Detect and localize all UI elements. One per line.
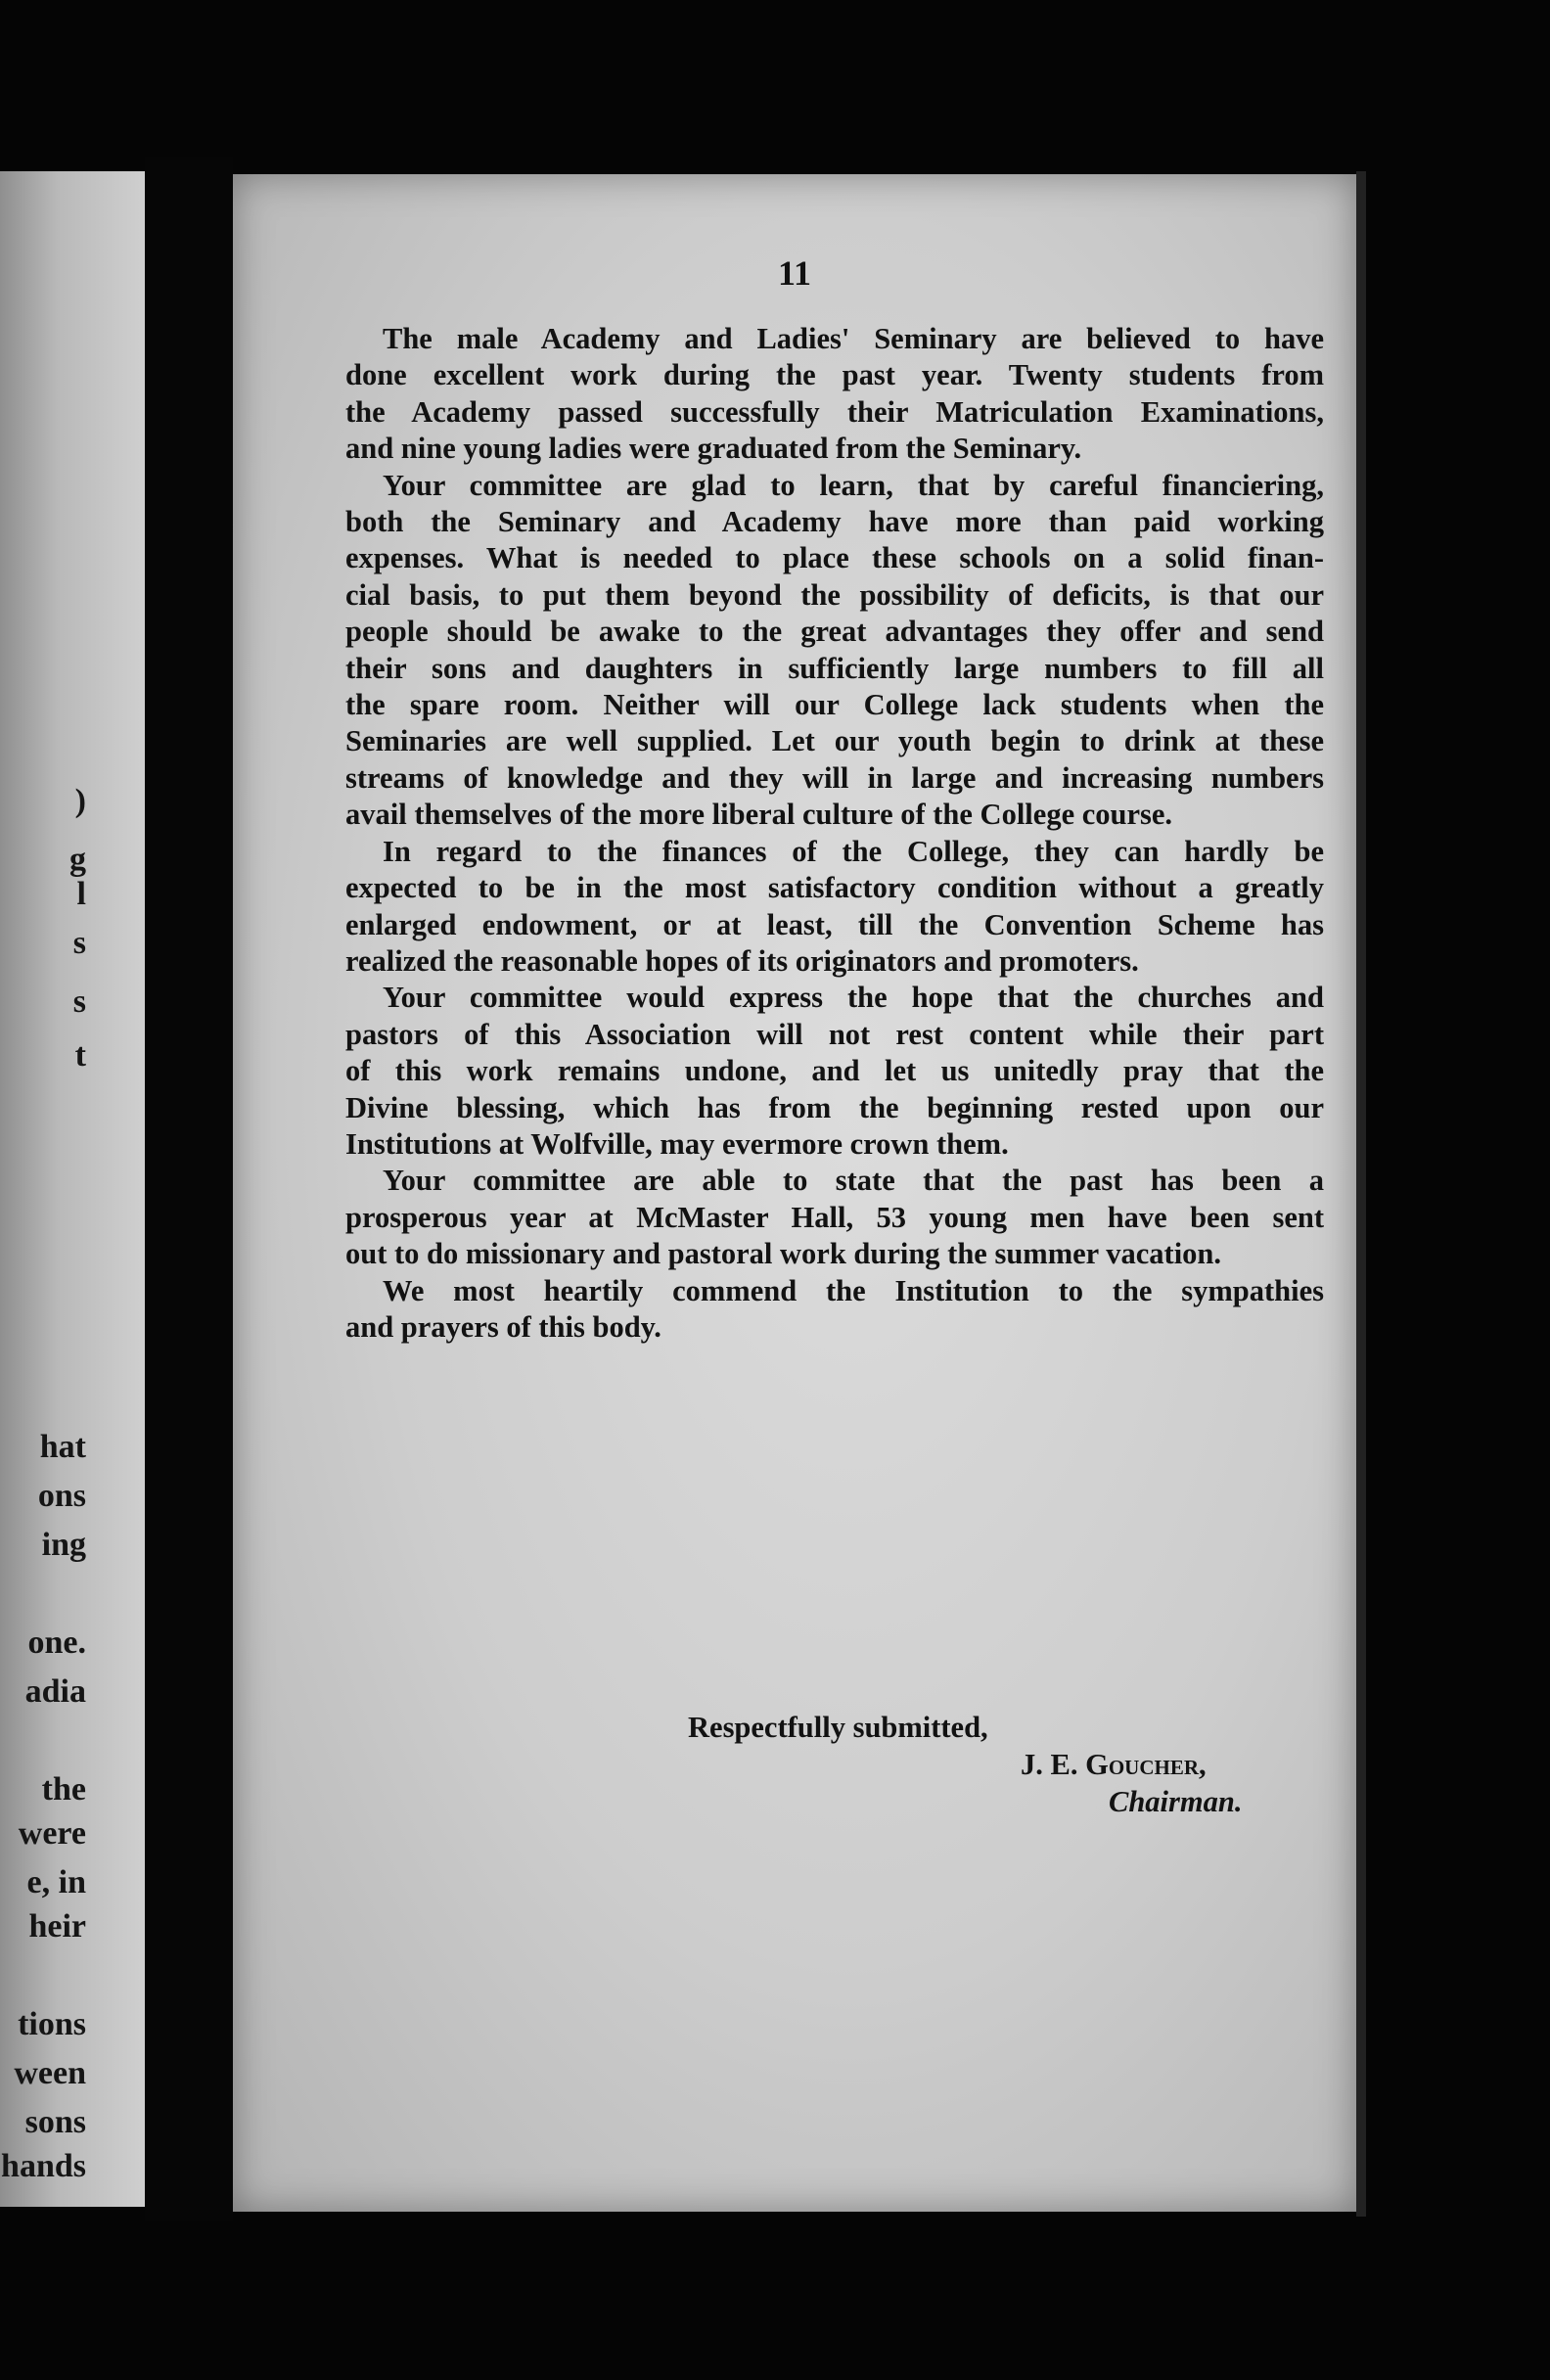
- text-line: done excellent work during the past year. Twenty students from: [345, 358, 1324, 392]
- text-line: The male Academy and Ladies' Seminary are believed to have: [383, 322, 1324, 355]
- facing-page-fragment: ing: [41, 1527, 86, 1563]
- page-number: 11: [777, 253, 811, 293]
- text-line: pastors of this Association will not rest content while their part: [345, 1017, 1324, 1051]
- facing-page-fragment: sons: [24, 2104, 86, 2140]
- document-page: [233, 174, 1356, 2212]
- facing-page-fragment: tions: [18, 2006, 86, 2042]
- facing-page-fragment: hands: [1, 2148, 86, 2184]
- paragraph: [345, 834, 1324, 981]
- text-line: expenses. What is needed to place these schools on a solid finan-: [345, 541, 1324, 575]
- signatory-name: [1021, 1748, 1207, 1782]
- facing-page-fragment: ween: [14, 2055, 86, 2091]
- text-line: Divine blessing, which has from the beginning rested upon our: [345, 1090, 1324, 1124]
- text-line: Your committee would express the hope that the churches and: [383, 981, 1324, 1015]
- text-line: enlarged endowment, or at least, till the Convention Scheme has: [345, 907, 1324, 941]
- text-line: out to do missionary and pastoral work during the summer vacation.: [345, 1237, 1222, 1271]
- facing-page-text-fragments: [0, 171, 145, 2207]
- text-line: cial basis, to put them beyond the possibility of deficits, is that our: [345, 577, 1324, 612]
- book-gutter: [145, 157, 233, 2221]
- facing-page-fragment: heir: [28, 1908, 86, 1945]
- closing-line: Respectfully submitted,: [688, 1711, 988, 1744]
- paragraph: [345, 321, 1324, 468]
- text-line: Institutions at Wolfville, may evermore crown them.: [345, 1126, 1009, 1161]
- signatory-surname: Goucher,: [1085, 1748, 1207, 1781]
- signatory-initials: J. E.: [1021, 1748, 1078, 1781]
- facing-page-fragment: t: [74, 1037, 86, 1074]
- text-line: Seminaries are well supplied. Let our youth begin to drink at these: [345, 724, 1324, 758]
- facing-page-fragment: one.: [27, 1625, 86, 1661]
- report-body: [345, 321, 1324, 1346]
- text-line: people should be awake to the great advantages they offer and send: [345, 615, 1324, 649]
- facing-page-fragment: the: [41, 1771, 86, 1808]
- text-line: Your committee are able to state that the past has been a: [383, 1164, 1324, 1198]
- text-line: prosperous year at McMaster Hall, 53 young men have been sent: [345, 1200, 1324, 1234]
- facing-page-fragment: were: [18, 1815, 86, 1852]
- text-line: realized the reasonable hopes of its originators and promoters.: [345, 943, 1139, 978]
- facing-page-fragment: hat: [39, 1429, 86, 1465]
- text-line: the spare room. Neither will our College lack students when the: [345, 688, 1324, 722]
- text-line: Your committee are glad to learn, that by careful financiering,: [383, 468, 1324, 502]
- paragraph: [345, 1163, 1324, 1272]
- text-line: avail themselves of the more liberal culture of the College course.: [345, 798, 1173, 832]
- paragraph: [345, 468, 1324, 834]
- text-line: their sons and daughters in sufficiently large numbers to fill all: [345, 651, 1324, 685]
- facing-page-fragment: l: [76, 876, 86, 912]
- paragraph: [345, 1273, 1324, 1347]
- text-line: streams of knowledge and they will in large and increasing numbers: [345, 760, 1324, 795]
- facing-page-edge: [0, 171, 145, 2207]
- facing-page-fragment: s: [72, 984, 86, 1020]
- facing-page-fragment: s: [72, 925, 86, 961]
- paragraph: [345, 980, 1324, 1163]
- signatory-title: Chairman.: [1109, 1785, 1243, 1818]
- text-line: expected to be in the most satisfactory condition without a greatly: [345, 871, 1324, 905]
- text-line: In regard to the finances of the College, they can hardly be: [383, 834, 1324, 868]
- text-line: and prayers of this body.: [345, 1309, 661, 1344]
- text-line: We most heartily commend the Institution to the sympathies: [383, 1273, 1324, 1307]
- text-line: and nine young ladies were graduated from the Seminary.: [345, 432, 1082, 466]
- facing-page-fragment: ons: [37, 1478, 86, 1514]
- facing-page-fragment: adia: [24, 1673, 86, 1710]
- text-line: both the Seminary and Academy have more than paid working: [345, 505, 1324, 539]
- text-line: of this work remains undone, and let us unitedly pray that the: [345, 1054, 1324, 1088]
- facing-page-fragment: ): [74, 783, 86, 819]
- text-line: the Academy passed successfully their Matriculation Examinations,: [345, 394, 1324, 429]
- facing-page-fragment: e, in: [26, 1864, 86, 1900]
- page-right-edge: [1356, 171, 1366, 2217]
- facing-page-fragment: g: [69, 842, 86, 878]
